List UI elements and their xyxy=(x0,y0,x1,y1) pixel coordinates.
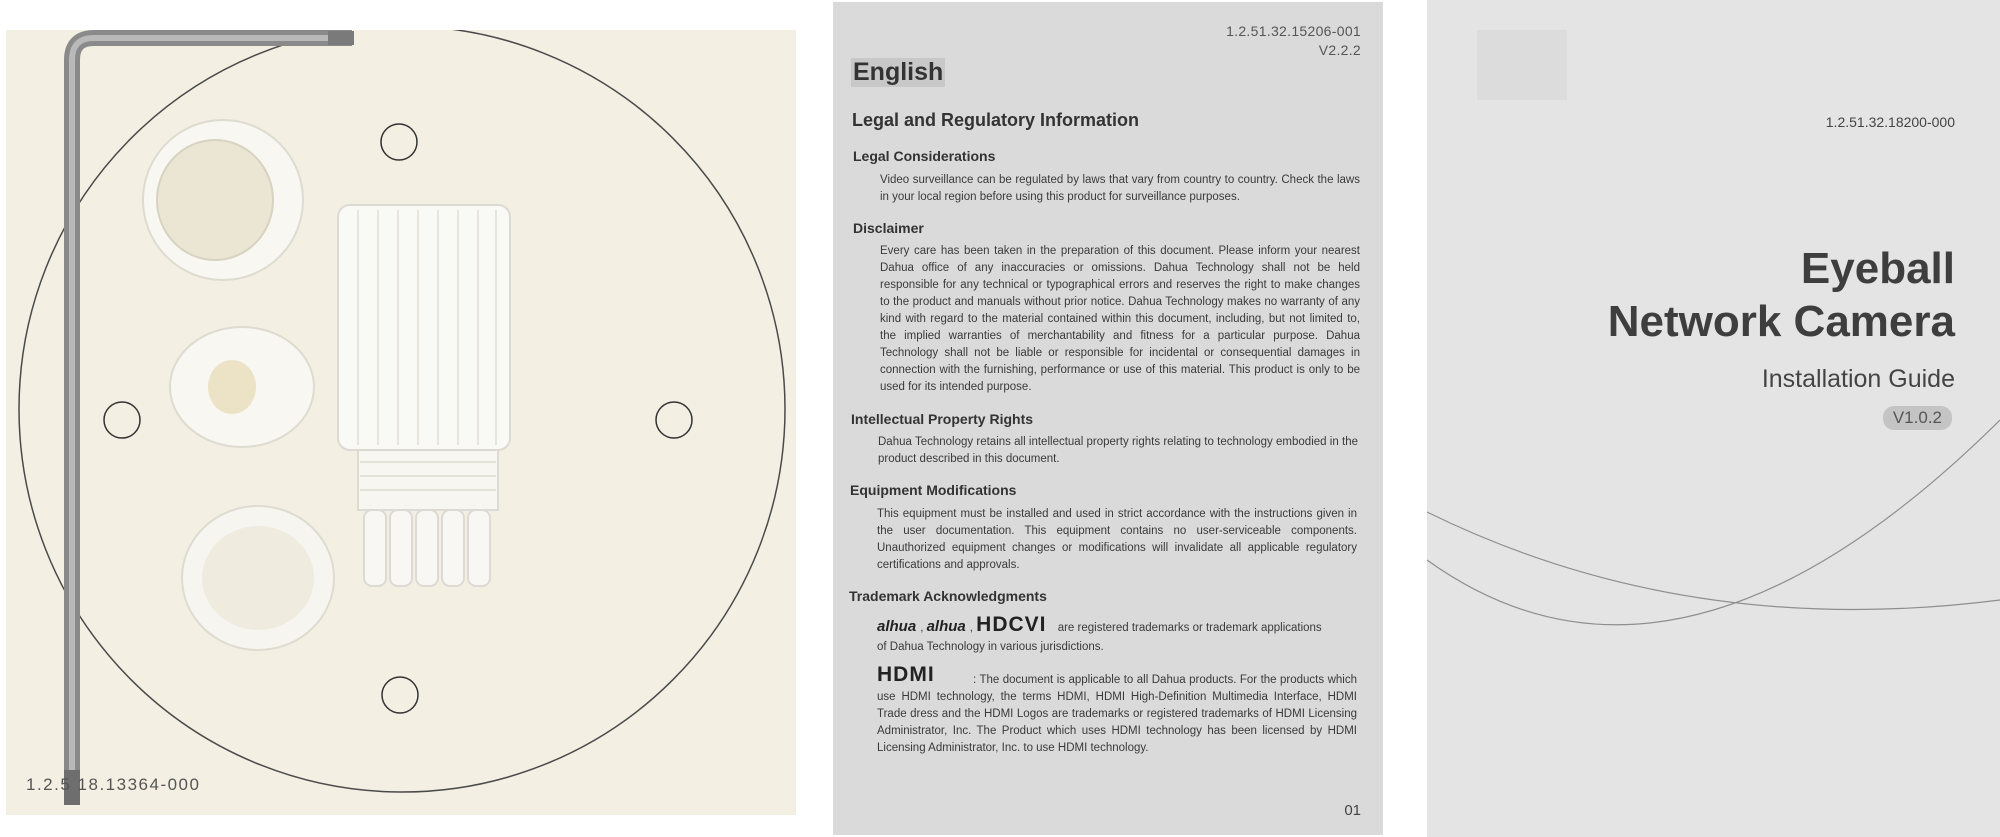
installation-guide-cover xyxy=(1427,0,2000,837)
page-number: 01 xyxy=(1344,802,1361,819)
cover-version-badge: V1.0.2 xyxy=(1883,406,1952,430)
document-reference-number: 1.2.51.32.15206-001 xyxy=(1226,23,1361,39)
screw-hole-top xyxy=(381,124,417,160)
section-heading-equipment-modifications: Equipment Modifications xyxy=(850,482,1017,498)
o-ring xyxy=(182,506,334,650)
waterproof-cap-ring xyxy=(143,120,303,280)
section-text-equipment-modifications: This equipment must be installed and used in strict accordance with the instructions given in the user documentation. This equipment contains no user-serviceable components. Unauthorized equipment changes or modifications will invalidate all applicable regulatory certifications and approvals. xyxy=(877,508,1357,571)
hdcvi-logo: HDCVI xyxy=(976,613,1047,636)
template-part-code: 1.2.5 18.13364-000 xyxy=(26,775,201,794)
section-text-legal-considerations: Video surveillance can be regulated by laws that vary from country to country. Check the laws in your local region before using this product for surveillance purposes. xyxy=(880,174,1360,203)
template-drawing xyxy=(6,30,796,815)
section-heading-intellectual-property: Intellectual Property Rights xyxy=(851,411,1034,427)
cover-subtitle: Installation Guide xyxy=(1761,365,1955,393)
trademark-logos-text-2: of Dahua Technology in various jurisdictions. xyxy=(877,641,1104,653)
hdmi-trademark-text: : The document is applicable to all Dahua products. For the products which use HDMI technology, the terms HDMI, HDMI High-Definition Multimedia Interface, HDMI Trade dress and the HDMI Logos are trademarks or registered trademarks of HDMI Licensing Administrator, Inc. The Product which uses HDMI technology has been licensed by HDMI Licensing Administrator, Inc. to use HDMI technology. xyxy=(877,674,1357,754)
section-text-disclaimer: Every care has been taken in the preparation of this document. Please inform your nearest Dahua office of any inaccuracies or omissions. Dahua Technology shall not be held responsible for any technical or typographical errors and reserves the right to make changes to the product and manuals without prior notice. Dahua Technology makes no warranty of any kind with regard to the material contained within this document, including, but not limited to, the implied warranties of merchantability and fitness for a particular purpose. Dahua Technology shall not be liable or responsible for incidental or consequential damages in connection with the furnishing, performance or use of this material. This product is only to be used for its intended purpose. xyxy=(880,245,1360,393)
cover-reference-number: 1.2.51.32.18200-000 xyxy=(1825,114,1955,130)
rubber-grommet xyxy=(170,327,314,447)
alhua-logo-2: alhua xyxy=(926,618,966,635)
screw-hole-right xyxy=(656,402,692,438)
legal-document-page xyxy=(833,2,1383,835)
hdmi-logo: HDMI xyxy=(877,663,935,686)
trademark-logos-line: alhua , alhua , HDCVI are registered trademarks or trademark applications xyxy=(877,613,1322,636)
screw-hole-bottom xyxy=(382,677,418,713)
section-heading-legal-considerations: Legal Considerations xyxy=(853,148,996,164)
mounting-template-photo xyxy=(6,30,796,815)
alhua-logo-1: alhua xyxy=(877,618,917,635)
section-heading-disclaimer: Disclaimer xyxy=(853,220,924,236)
cover-title-line2: Network Camera xyxy=(1607,297,1955,346)
language-heading: English xyxy=(853,58,944,86)
trademark-logos-text: are registered trademarks or trademark applications xyxy=(1057,622,1322,634)
page-title: Legal and Regulatory Information xyxy=(852,110,1140,130)
document-version: V2.2.2 xyxy=(1318,42,1361,58)
section-text-intellectual-property: Dahua Technology retains all intellectual property rights relating to technology embodied in the product described in this document. xyxy=(878,436,1358,465)
waterproof-connector xyxy=(338,205,510,586)
section-heading-trademark: Trademark Acknowledgments xyxy=(849,588,1047,604)
cover-title-line1: Eyeball xyxy=(1800,244,1955,293)
screw-hole-left xyxy=(104,402,140,438)
